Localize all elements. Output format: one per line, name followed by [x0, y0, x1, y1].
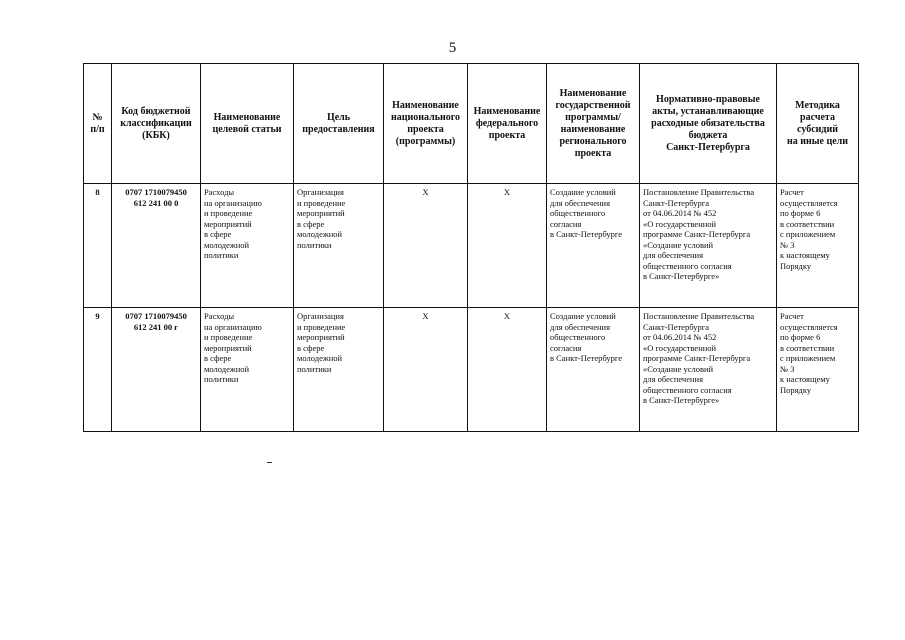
header-purpose: Цель предоставления: [294, 64, 384, 184]
row-state-program: Создание условий для обеспечения общественного согласия в Санкт-Петербурге: [547, 308, 640, 432]
row-number: 9: [84, 308, 112, 432]
header-federal-project: Наименование федерального проекта: [468, 64, 547, 184]
table-row: [84, 308, 859, 432]
scan-artifact-mark: [267, 462, 272, 463]
header-national-project: Наименование национального проекта (программы): [384, 64, 468, 184]
row-kbk: 0707 1710079450 612 241 00 г: [112, 308, 201, 432]
row-calc-method: Расчет осуществляется по форме 6 в соответствии с приложением № 3 к настоящему Порядку: [777, 308, 859, 432]
header-number: № п/п: [84, 64, 112, 184]
header-kbk: Код бюджетной классификации (КБК): [112, 64, 201, 184]
row-calc-method: Расчет осуществляется по форме 6 в соответствии с приложением № 3 к настоящему Порядку: [777, 184, 859, 308]
row-federal-project: X: [468, 184, 547, 308]
table-header-row: [84, 64, 859, 184]
table-row: [84, 184, 859, 308]
row-federal-project: X: [468, 308, 547, 432]
header-target-article: Наименование целевой статьи: [201, 64, 294, 184]
row-target-article: Расходы на организацию и проведение мероприятий в сфере молодежной политики: [201, 308, 294, 432]
row-national-project: X: [384, 308, 468, 432]
row-purpose: Организация и проведение мероприятий в сфере молодежной политики: [294, 184, 384, 308]
header-legal-acts: Нормативно-правовые акты, устанавливающие расходные обязательства бюджета Санкт-Петербурга: [640, 64, 777, 184]
page-number: 5: [448, 40, 457, 56]
header-state-program: Наименование государственной программы/ наименование регионального проекта: [547, 64, 640, 184]
header-calc-method: Методика расчета субсидий на иные цели: [777, 64, 859, 184]
row-legal-acts: Постановление Правительства Санкт-Петербурга от 04.06.2014 № 452 «О государственной программе Санкт-Петербурга «Создание условий для обеспечения общественного согласия в Санкт-Петербурге»: [640, 308, 777, 432]
subsidy-table: [83, 63, 859, 432]
row-national-project: X: [384, 184, 468, 308]
row-target-article: Расходы на организацию и проведение мероприятий в сфере молодежной политики: [201, 184, 294, 308]
row-number: 8: [84, 184, 112, 308]
row-purpose: Организация и проведение мероприятий в сфере молодежной политики: [294, 308, 384, 432]
row-kbk: 0707 1710079450 612 241 00 0: [112, 184, 201, 308]
row-state-program: Создание условий для обеспечения общественного согласия в Санкт-Петербурге: [547, 184, 640, 308]
row-legal-acts: Постановление Правительства Санкт-Петербурга от 04.06.2014 № 452 «О государственной программе Санкт-Петербурга «Создание условий для обеспечения общественного согласия в Санкт-Петербурге»: [640, 184, 777, 308]
